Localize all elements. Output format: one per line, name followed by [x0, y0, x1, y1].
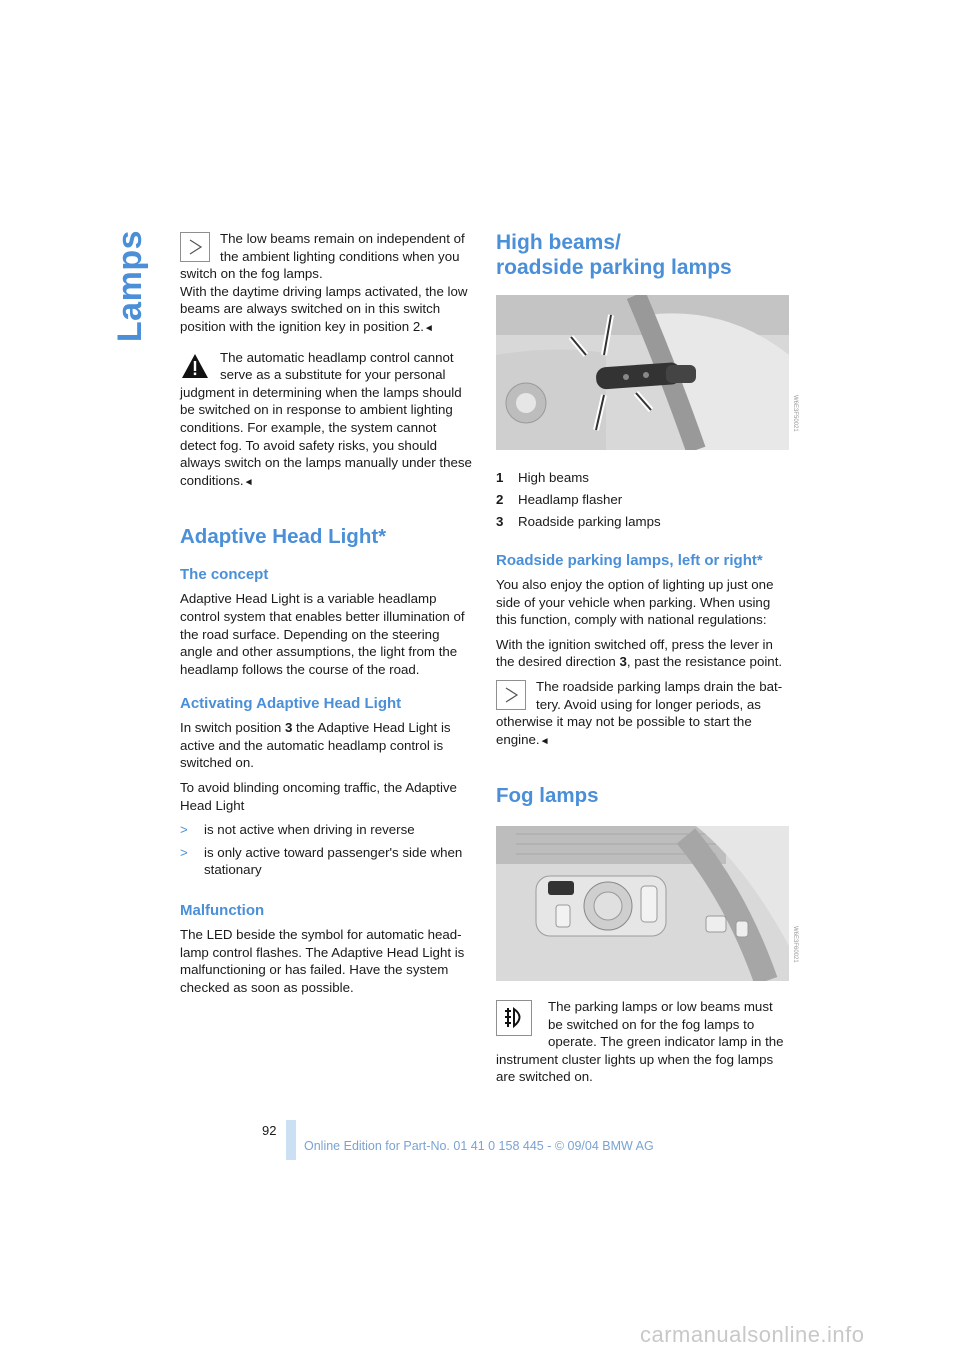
roadside-text-1: You also enjoy the option of lighting up just one side of your vehicle when parking. When using this function, comply with national regulations: — [496, 576, 774, 628]
watermark: carmanualsonline.info — [640, 1322, 865, 1347]
end-mark: ◄ — [539, 735, 550, 747]
turn-signal-lever-figure — [496, 295, 798, 455]
note-text: The low beams remain on independent of the ambient lighting conditions when you switch on the fog lamps. — [180, 231, 465, 282]
warning-triangle-icon — [180, 351, 210, 381]
item-number: 3 — [496, 514, 504, 530]
item-number: 1 — [496, 469, 504, 485]
high-beams-legend — [496, 469, 789, 531]
bullet-mark: > — [180, 822, 188, 838]
end-mark: ◄ — [243, 476, 254, 488]
malfunction-heading: Malfunction — [180, 902, 265, 920]
list-item — [496, 469, 789, 487]
battery-note-text: The roadside parking lamps drain the bat-tery. Avoid using for longer periods, as otherwise it may not be possible to start the engine. — [496, 678, 783, 747]
concept-text: Adaptive Head Light is a variable headlamp control system that enables better illumination of the road surface. Depending on the steering angle and other assumptions, the light from the headlamp follows the course of the road. — [180, 591, 465, 677]
roadside-text-2 — [496, 636, 789, 671]
item-label: Headlamp flasher — [518, 491, 623, 507]
warning-note — [180, 349, 473, 492]
page-number: 92 — [262, 1123, 277, 1138]
battery-note — [496, 678, 789, 750]
heading-line-2: roadside parking lamps — [496, 256, 732, 279]
blinding-text: To avoid blinding oncoming traffic, the Adaptive Head Light — [180, 780, 457, 813]
bullet-text: is only active toward passenger's side when stationary — [204, 844, 463, 878]
list-item — [496, 513, 789, 531]
item-label: Roadside parking lamps — [518, 514, 661, 530]
heading-line-1: High beams/ — [496, 231, 621, 254]
item-label: High beams — [518, 469, 589, 485]
roadside-text-2b: , past the resistance point. — [626, 654, 783, 670]
fog-heading: Fog lamps — [496, 784, 599, 808]
fog-note — [496, 998, 789, 1086]
roadside-text-2a: With the ignition switched off, press the lever in the desired direction — [496, 636, 773, 670]
list-item — [180, 821, 473, 839]
warning-text: The automatic headlamp control cannot serve as a substitute for your personal judgment in determining when the lamps should be switched on in response to ambient lighting conditions. For example, the system cannot detect fog. To avoid safety risks, you should always switch on the lamps manually under these conditions. — [180, 349, 472, 488]
play-triangle-icon — [180, 232, 210, 262]
list-item — [180, 844, 473, 879]
fog-lamp-switch-image — [496, 826, 789, 981]
note-text-2: With the daytime driving lamps activated, the low beams are always switched on in this switch position with the ignition key in position 2. — [180, 283, 468, 334]
section-tab-label: Lamps — [111, 230, 149, 343]
fog-lowbeam-note — [180, 230, 473, 338]
left-column — [180, 230, 473, 1003]
direction-number: 3 — [619, 654, 627, 670]
bullet-text: is not active when driving in reverse — [204, 822, 415, 838]
roadside-heading: Roadside parking lamps, left or right* — [496, 551, 763, 569]
right-column — [496, 230, 798, 1093]
malfunction-text: The LED beside the symbol for automatic head-lamp control flashes. The Adaptive Head Light is malfunctioning or has failed. Have the system checked as soon as possible. — [180, 927, 465, 995]
concept-heading: The concept — [180, 566, 269, 584]
activating-heading: Activating Adaptive Head Light — [180, 695, 402, 713]
footer-bar — [286, 1120, 296, 1160]
fog-text: The parking lamps or low beams must be switched on for the fog lamps to operate. The green indicator lamp in the instrument cluster lights up when the fog lamps are switched on. — [496, 998, 784, 1085]
high-beams-heading — [496, 230, 789, 280]
section-tab — [110, 230, 150, 343]
play-triangle-icon — [496, 680, 526, 710]
activating-text-b: the Adaptive Head Light is active and the automatic headlamp control is switched on. — [180, 720, 451, 771]
activating-text-a: In switch position — [180, 720, 285, 736]
item-number: 2 — [496, 491, 504, 507]
adaptive-heading: Adaptive Head Light* — [180, 525, 387, 549]
image-code: W6E3F50021 — [792, 395, 798, 432]
fog-lamp-icon — [496, 1000, 532, 1036]
adaptive-bullet-list — [180, 821, 473, 879]
image-code: W6E3F60021 — [792, 926, 798, 964]
bullet-mark: > — [180, 844, 188, 860]
edition-text: Online Edition for Part-No. 01 41 0 158 445 - © 09/04 BMW AG — [304, 1139, 654, 1153]
end-mark: ◄ — [423, 322, 434, 334]
switch-position: 3 — [284, 720, 293, 736]
activating-text — [180, 719, 473, 772]
fog-lamp-switch-figure — [496, 826, 798, 986]
turn-signal-lever-image — [496, 295, 789, 450]
list-item — [496, 491, 789, 509]
